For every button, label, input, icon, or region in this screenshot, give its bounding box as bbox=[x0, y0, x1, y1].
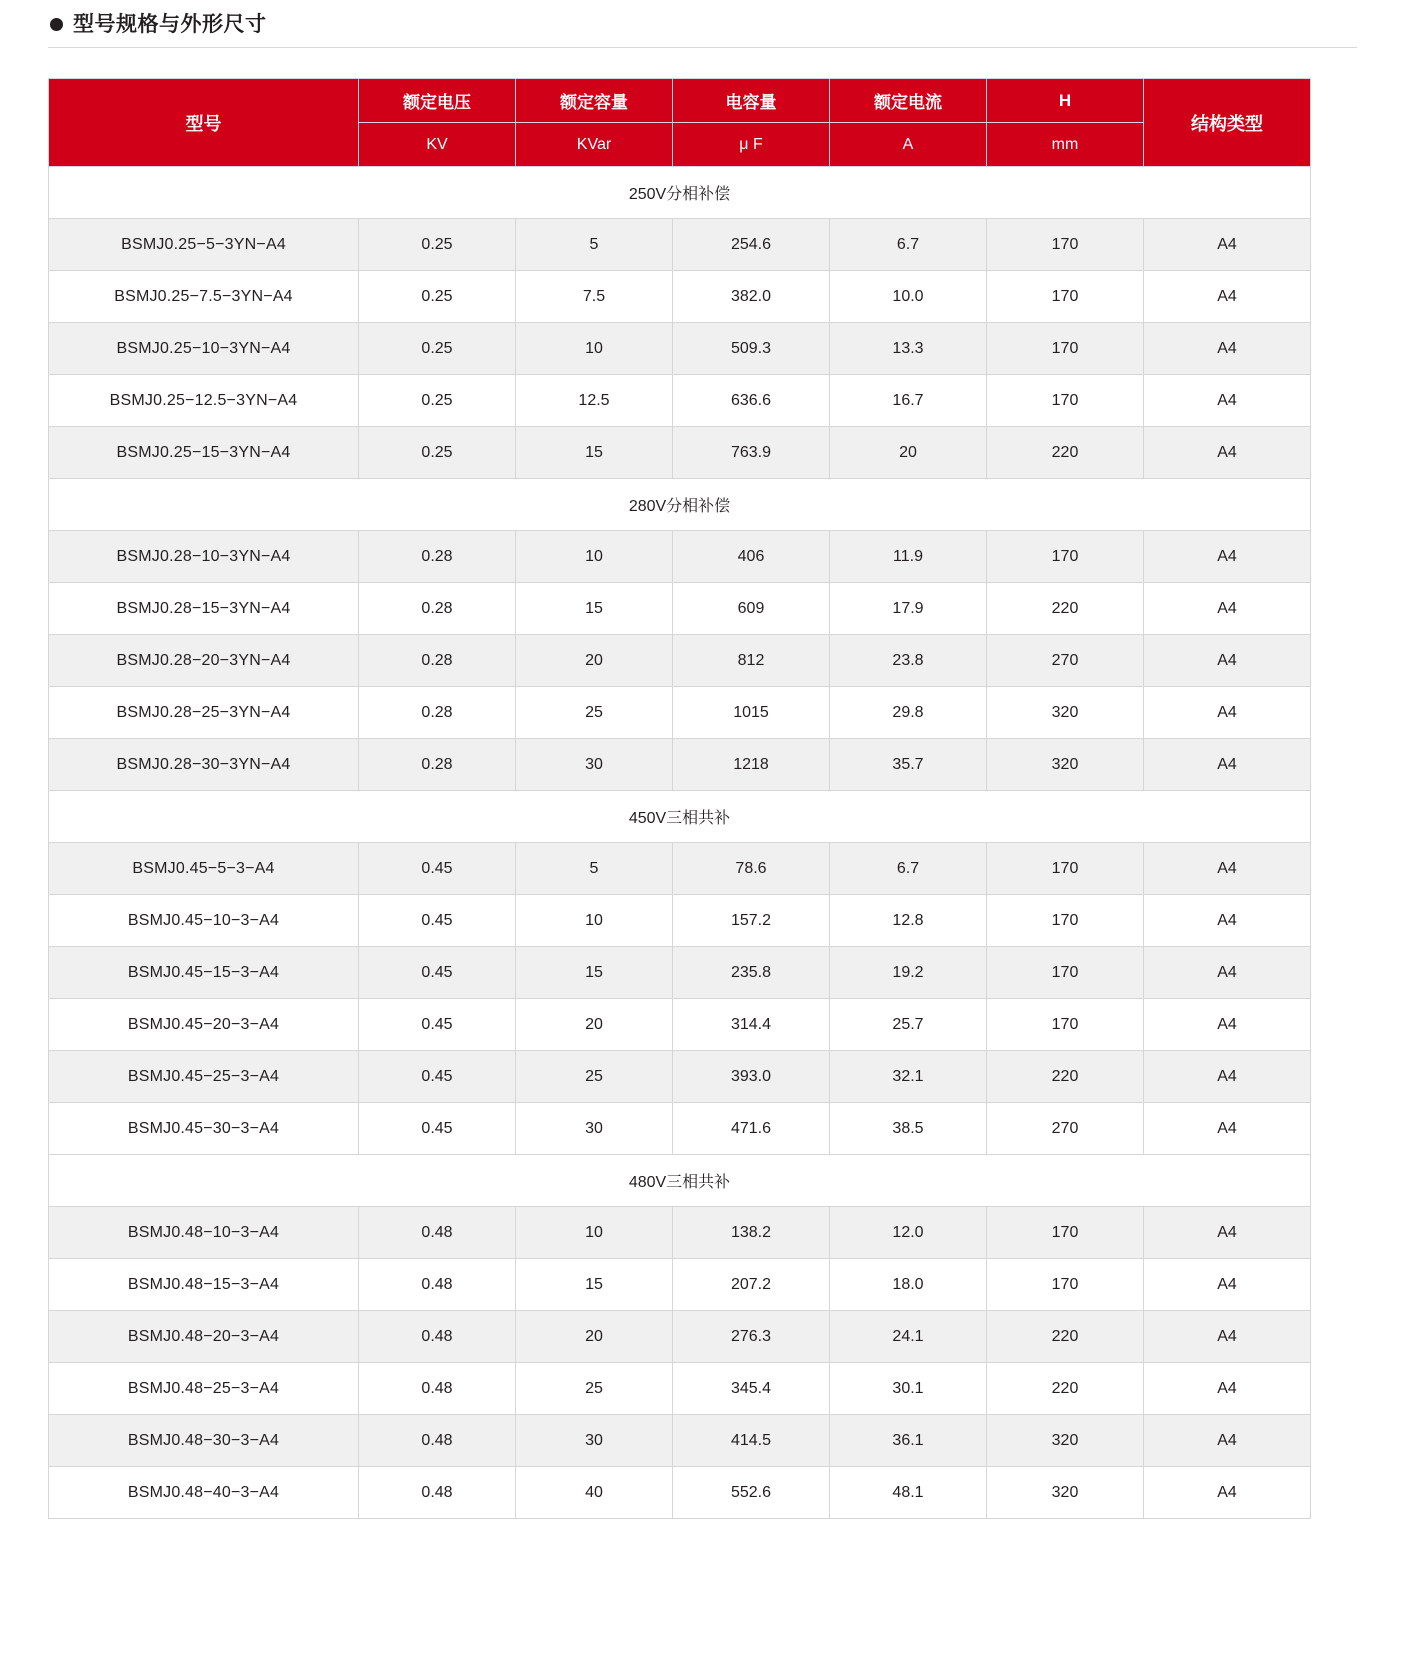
header-capacitance: 电容量 bbox=[673, 79, 830, 123]
cell-structure-type: A4 bbox=[1144, 1311, 1311, 1363]
cell-height: 170 bbox=[987, 323, 1144, 375]
cell-capacitance: 314.4 bbox=[673, 999, 830, 1051]
cell-model: BSMJ0.45−5−3−A4 bbox=[49, 843, 359, 895]
table-row bbox=[49, 1363, 1311, 1415]
cell-rated-current: 30.1 bbox=[830, 1363, 987, 1415]
cell-capacitance: 552.6 bbox=[673, 1467, 830, 1519]
table-group-header-row bbox=[49, 479, 1311, 531]
cell-capacitance: 609 bbox=[673, 583, 830, 635]
cell-model: BSMJ0.28−10−3YN−A4 bbox=[49, 531, 359, 583]
page-title: 型号规格与外形尺寸 bbox=[73, 13, 267, 36]
cell-rated-current: 20 bbox=[830, 427, 987, 479]
cell-height: 170 bbox=[987, 1207, 1144, 1259]
cell-structure-type: A4 bbox=[1144, 531, 1311, 583]
table-row bbox=[49, 895, 1311, 947]
cell-rated-current: 25.7 bbox=[830, 999, 987, 1051]
header-rated-capacity: 额定容量 bbox=[516, 79, 673, 123]
cell-rated-current: 36.1 bbox=[830, 1415, 987, 1467]
cell-rated-voltage: 0.45 bbox=[359, 999, 516, 1051]
cell-rated-current: 12.0 bbox=[830, 1207, 987, 1259]
cell-rated-capacity: 30 bbox=[516, 1103, 673, 1155]
section-heading bbox=[48, 14, 1357, 48]
cell-structure-type: A4 bbox=[1144, 1259, 1311, 1311]
cell-model: BSMJ0.48−20−3−A4 bbox=[49, 1311, 359, 1363]
cell-height: 220 bbox=[987, 583, 1144, 635]
cell-structure-type: A4 bbox=[1144, 895, 1311, 947]
table-header bbox=[49, 79, 1311, 167]
cell-height: 170 bbox=[987, 843, 1144, 895]
cell-model: BSMJ0.45−30−3−A4 bbox=[49, 1103, 359, 1155]
cell-height: 170 bbox=[987, 219, 1144, 271]
table-row bbox=[49, 1103, 1311, 1155]
cell-rated-current: 24.1 bbox=[830, 1311, 987, 1363]
cell-structure-type: A4 bbox=[1144, 843, 1311, 895]
cell-rated-capacity: 30 bbox=[516, 739, 673, 791]
cell-rated-current: 17.9 bbox=[830, 583, 987, 635]
cell-height: 170 bbox=[987, 947, 1144, 999]
group-label: 480V三相共补 bbox=[49, 1155, 1311, 1207]
cell-rated-capacity: 7.5 bbox=[516, 271, 673, 323]
cell-rated-current: 13.3 bbox=[830, 323, 987, 375]
cell-model: BSMJ0.25−10−3YN−A4 bbox=[49, 323, 359, 375]
cell-structure-type: A4 bbox=[1144, 219, 1311, 271]
header-rated-voltage: 额定电压 bbox=[359, 79, 516, 123]
cell-rated-voltage: 0.28 bbox=[359, 687, 516, 739]
table-row bbox=[49, 635, 1311, 687]
cell-structure-type: A4 bbox=[1144, 739, 1311, 791]
table-group-header-row bbox=[49, 167, 1311, 219]
cell-rated-current: 35.7 bbox=[830, 739, 987, 791]
cell-rated-capacity: 30 bbox=[516, 1415, 673, 1467]
cell-capacitance: 509.3 bbox=[673, 323, 830, 375]
cell-rated-capacity: 15 bbox=[516, 1259, 673, 1311]
cell-rated-current: 10.0 bbox=[830, 271, 987, 323]
cell-rated-capacity: 10 bbox=[516, 1207, 673, 1259]
table-row bbox=[49, 1311, 1311, 1363]
cell-height: 220 bbox=[987, 427, 1144, 479]
cell-model: BSMJ0.45−25−3−A4 bbox=[49, 1051, 359, 1103]
cell-rated-voltage: 0.48 bbox=[359, 1259, 516, 1311]
cell-rated-voltage: 0.25 bbox=[359, 323, 516, 375]
cell-rated-current: 19.2 bbox=[830, 947, 987, 999]
cell-model: BSMJ0.28−15−3YN−A4 bbox=[49, 583, 359, 635]
cell-rated-current: 6.7 bbox=[830, 219, 987, 271]
table-body bbox=[49, 167, 1311, 1519]
unit-height: mm bbox=[987, 123, 1144, 167]
cell-rated-voltage: 0.25 bbox=[359, 219, 516, 271]
cell-model: BSMJ0.45−20−3−A4 bbox=[49, 999, 359, 1051]
cell-structure-type: A4 bbox=[1144, 687, 1311, 739]
group-label: 450V三相共补 bbox=[49, 791, 1311, 843]
cell-height: 320 bbox=[987, 1467, 1144, 1519]
cell-model: BSMJ0.48−10−3−A4 bbox=[49, 1207, 359, 1259]
cell-rated-voltage: 0.45 bbox=[359, 843, 516, 895]
cell-height: 270 bbox=[987, 635, 1144, 687]
cell-height: 170 bbox=[987, 1259, 1144, 1311]
unit-current: A bbox=[830, 123, 987, 167]
cell-capacitance: 1218 bbox=[673, 739, 830, 791]
cell-rated-current: 38.5 bbox=[830, 1103, 987, 1155]
cell-model: BSMJ0.48−40−3−A4 bbox=[49, 1467, 359, 1519]
cell-capacitance: 763.9 bbox=[673, 427, 830, 479]
group-label: 250V分相补偿 bbox=[49, 167, 1311, 219]
cell-capacitance: 636.6 bbox=[673, 375, 830, 427]
cell-rated-capacity: 15 bbox=[516, 427, 673, 479]
header-structure-type: 结构类型 bbox=[1144, 79, 1311, 167]
cell-rated-voltage: 0.28 bbox=[359, 583, 516, 635]
cell-rated-voltage: 0.48 bbox=[359, 1467, 516, 1519]
cell-structure-type: A4 bbox=[1144, 271, 1311, 323]
cell-structure-type: A4 bbox=[1144, 999, 1311, 1051]
table-row bbox=[49, 843, 1311, 895]
cell-structure-type: A4 bbox=[1144, 635, 1311, 687]
cell-structure-type: A4 bbox=[1144, 1467, 1311, 1519]
cell-model: BSMJ0.28−20−3YN−A4 bbox=[49, 635, 359, 687]
cell-capacitance: 157.2 bbox=[673, 895, 830, 947]
table-row bbox=[49, 531, 1311, 583]
cell-capacitance: 1015 bbox=[673, 687, 830, 739]
cell-model: BSMJ0.25−15−3YN−A4 bbox=[49, 427, 359, 479]
table-row bbox=[49, 375, 1311, 427]
cell-rated-capacity: 12.5 bbox=[516, 375, 673, 427]
cell-rated-capacity: 20 bbox=[516, 1311, 673, 1363]
cell-rated-voltage: 0.48 bbox=[359, 1207, 516, 1259]
cell-model: BSMJ0.48−25−3−A4 bbox=[49, 1363, 359, 1415]
cell-height: 170 bbox=[987, 999, 1144, 1051]
cell-rated-capacity: 20 bbox=[516, 999, 673, 1051]
cell-height: 320 bbox=[987, 739, 1144, 791]
table-row bbox=[49, 271, 1311, 323]
cell-capacitance: 414.5 bbox=[673, 1415, 830, 1467]
cell-rated-voltage: 0.25 bbox=[359, 427, 516, 479]
cell-rated-voltage: 0.48 bbox=[359, 1415, 516, 1467]
unit-capacity: KVar bbox=[516, 123, 673, 167]
cell-rated-capacity: 25 bbox=[516, 1051, 673, 1103]
cell-rated-voltage: 0.45 bbox=[359, 1051, 516, 1103]
cell-model: BSMJ0.25−12.5−3YN−A4 bbox=[49, 375, 359, 427]
cell-model: BSMJ0.28−25−3YN−A4 bbox=[49, 687, 359, 739]
cell-capacitance: 207.2 bbox=[673, 1259, 830, 1311]
cell-capacitance: 345.4 bbox=[673, 1363, 830, 1415]
cell-structure-type: A4 bbox=[1144, 1415, 1311, 1467]
cell-capacitance: 812 bbox=[673, 635, 830, 687]
cell-height: 220 bbox=[987, 1363, 1144, 1415]
table-row bbox=[49, 583, 1311, 635]
cell-height: 170 bbox=[987, 271, 1144, 323]
cell-rated-voltage: 0.48 bbox=[359, 1363, 516, 1415]
header-model: 型号 bbox=[49, 79, 359, 167]
cell-structure-type: A4 bbox=[1144, 1363, 1311, 1415]
cell-rated-capacity: 20 bbox=[516, 635, 673, 687]
cell-rated-capacity: 15 bbox=[516, 947, 673, 999]
table-group-header-row bbox=[49, 791, 1311, 843]
cell-rated-capacity: 5 bbox=[516, 843, 673, 895]
table-row bbox=[49, 739, 1311, 791]
cell-rated-voltage: 0.25 bbox=[359, 375, 516, 427]
table-row bbox=[49, 219, 1311, 271]
cell-rated-capacity: 10 bbox=[516, 531, 673, 583]
cell-height: 170 bbox=[987, 375, 1144, 427]
cell-structure-type: A4 bbox=[1144, 427, 1311, 479]
cell-structure-type: A4 bbox=[1144, 1207, 1311, 1259]
cell-structure-type: A4 bbox=[1144, 583, 1311, 635]
table-row bbox=[49, 687, 1311, 739]
cell-rated-voltage: 0.45 bbox=[359, 947, 516, 999]
cell-rated-voltage: 0.28 bbox=[359, 739, 516, 791]
cell-rated-capacity: 15 bbox=[516, 583, 673, 635]
cell-rated-current: 16.7 bbox=[830, 375, 987, 427]
cell-rated-capacity: 25 bbox=[516, 1363, 673, 1415]
cell-height: 220 bbox=[987, 1051, 1144, 1103]
cell-capacitance: 382.0 bbox=[673, 271, 830, 323]
table-row bbox=[49, 427, 1311, 479]
table-row bbox=[49, 999, 1311, 1051]
cell-capacitance: 406 bbox=[673, 531, 830, 583]
specification-table bbox=[48, 78, 1311, 1519]
cell-model: BSMJ0.45−10−3−A4 bbox=[49, 895, 359, 947]
cell-structure-type: A4 bbox=[1144, 947, 1311, 999]
table-row bbox=[49, 1467, 1311, 1519]
cell-capacitance: 276.3 bbox=[673, 1311, 830, 1363]
table-group-header-row bbox=[49, 1155, 1311, 1207]
table-row bbox=[49, 1259, 1311, 1311]
cell-rated-voltage: 0.28 bbox=[359, 531, 516, 583]
table-row bbox=[49, 1415, 1311, 1467]
cell-rated-voltage: 0.25 bbox=[359, 271, 516, 323]
cell-rated-current: 11.9 bbox=[830, 531, 987, 583]
cell-height: 170 bbox=[987, 895, 1144, 947]
cell-model: BSMJ0.45−15−3−A4 bbox=[49, 947, 359, 999]
cell-rated-current: 48.1 bbox=[830, 1467, 987, 1519]
cell-rated-capacity: 40 bbox=[516, 1467, 673, 1519]
cell-rated-current: 6.7 bbox=[830, 843, 987, 895]
cell-structure-type: A4 bbox=[1144, 1051, 1311, 1103]
cell-rated-voltage: 0.48 bbox=[359, 1311, 516, 1363]
header-rated-current: 额定电流 bbox=[830, 79, 987, 123]
cell-model: BSMJ0.48−30−3−A4 bbox=[49, 1415, 359, 1467]
cell-rated-capacity: 10 bbox=[516, 895, 673, 947]
table-row bbox=[49, 323, 1311, 375]
cell-capacitance: 138.2 bbox=[673, 1207, 830, 1259]
table-header-row-titles bbox=[49, 79, 1311, 123]
unit-voltage: KV bbox=[359, 123, 516, 167]
cell-rated-current: 18.0 bbox=[830, 1259, 987, 1311]
cell-height: 270 bbox=[987, 1103, 1144, 1155]
cell-height: 170 bbox=[987, 531, 1144, 583]
cell-rated-capacity: 5 bbox=[516, 219, 673, 271]
unit-capacitance: μ F bbox=[673, 123, 830, 167]
cell-rated-voltage: 0.28 bbox=[359, 635, 516, 687]
cell-capacitance: 393.0 bbox=[673, 1051, 830, 1103]
cell-capacitance: 235.8 bbox=[673, 947, 830, 999]
cell-height: 320 bbox=[987, 1415, 1144, 1467]
table-row bbox=[49, 947, 1311, 999]
cell-rated-capacity: 10 bbox=[516, 323, 673, 375]
cell-rated-current: 23.8 bbox=[830, 635, 987, 687]
cell-rated-voltage: 0.45 bbox=[359, 1103, 516, 1155]
cell-structure-type: A4 bbox=[1144, 323, 1311, 375]
cell-model: BSMJ0.25−7.5−3YN−A4 bbox=[49, 271, 359, 323]
table-row bbox=[49, 1051, 1311, 1103]
cell-model: BSMJ0.48−15−3−A4 bbox=[49, 1259, 359, 1311]
cell-capacitance: 78.6 bbox=[673, 843, 830, 895]
cell-capacitance: 254.6 bbox=[673, 219, 830, 271]
cell-capacitance: 471.6 bbox=[673, 1103, 830, 1155]
cell-rated-current: 29.8 bbox=[830, 687, 987, 739]
cell-rated-current: 32.1 bbox=[830, 1051, 987, 1103]
cell-rated-voltage: 0.45 bbox=[359, 895, 516, 947]
cell-height: 320 bbox=[987, 687, 1144, 739]
cell-rated-capacity: 25 bbox=[516, 687, 673, 739]
table-row bbox=[49, 1207, 1311, 1259]
cell-rated-current: 12.8 bbox=[830, 895, 987, 947]
header-height: H bbox=[987, 79, 1144, 123]
group-label: 280V分相补偿 bbox=[49, 479, 1311, 531]
cell-structure-type: A4 bbox=[1144, 375, 1311, 427]
bullet-dot-icon bbox=[50, 18, 63, 31]
cell-height: 220 bbox=[987, 1311, 1144, 1363]
cell-model: BSMJ0.25−5−3YN−A4 bbox=[49, 219, 359, 271]
cell-structure-type: A4 bbox=[1144, 1103, 1311, 1155]
cell-model: BSMJ0.28−30−3YN−A4 bbox=[49, 739, 359, 791]
